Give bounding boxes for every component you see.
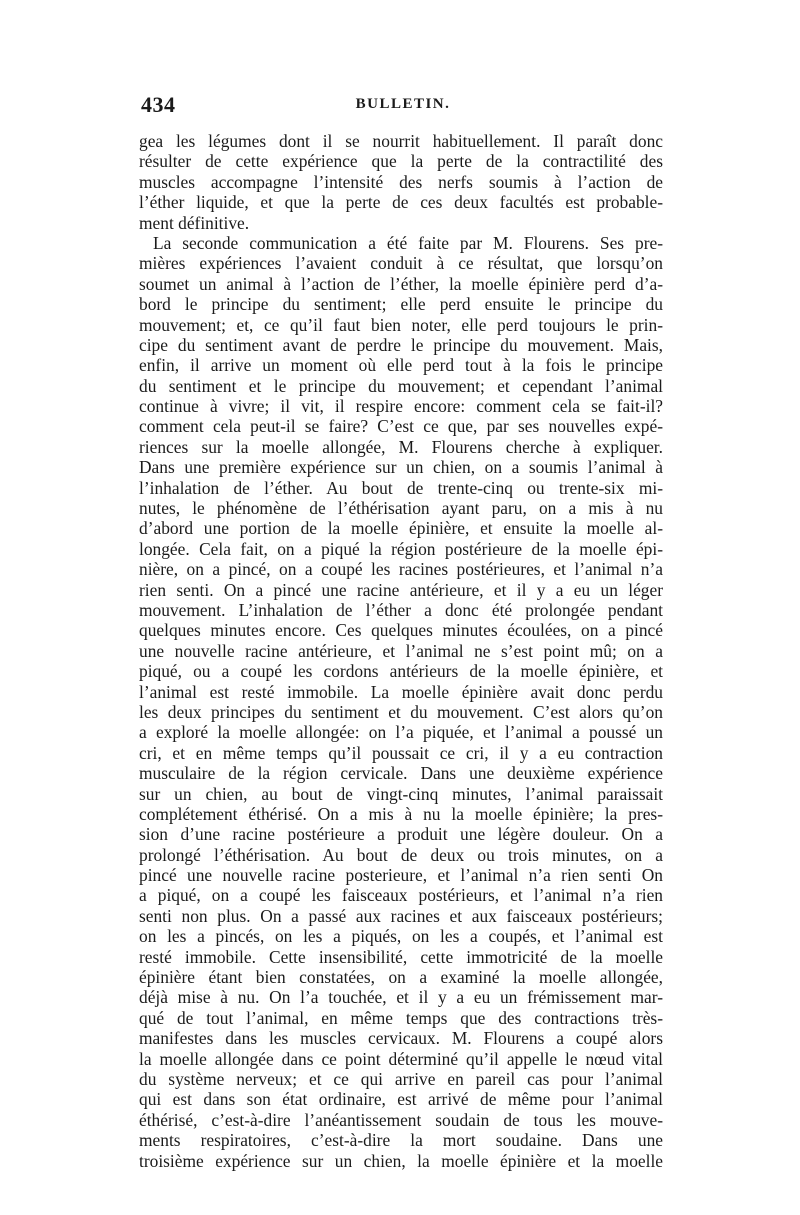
text-line: une nouvelle racine antérieure, et l’animal ne s’est point mû; on a <box>139 640 663 661</box>
text-line: piqué, ou a coupé les cordons antérieurs de la moelle épinière, et <box>139 661 663 682</box>
text-line: pincé une nouvelle racine posterieure, et l’animal n’a rien senti On <box>139 865 663 886</box>
text-line: bord le principe du sentiment; elle perd ensuite le principe du <box>139 294 663 315</box>
running-head: BULLETIN. <box>355 96 451 112</box>
text-line: l’inhalation de l’éther. Au bout de trente-cinq ou trente-six mi- <box>139 477 663 498</box>
text-line: qui est dans son état ordinaire, est arrivé de même pour l’animal <box>139 1089 663 1110</box>
text-line: résulter de cette expérience que la perte de la contractilité des <box>139 151 663 172</box>
text-line: ment définitive. <box>139 212 250 233</box>
text-line: la moelle allongée dans ce point déterminé qu’il appelle le nœud vital <box>139 1048 663 1069</box>
text-line: rien senti. On a pincé une racine antérieure, et il y a eu un léger <box>139 579 663 600</box>
text-line: Dans une première expérience sur un chien, on a soumis l’animal à <box>139 457 663 478</box>
page-number: 434 <box>141 92 176 117</box>
text-line: enfin, il arrive un moment où elle perd tout à la fois le principe <box>139 355 663 376</box>
text-line: qué de tout l’animal, en même temps que des contractions très- <box>139 1007 663 1028</box>
text-line: musculaire de la région cervicale. Dans une deuxième expérience <box>139 763 663 784</box>
text-line: quelques minutes encore. Ces quelques minutes écoulées, on a pincé <box>139 620 663 641</box>
text-line: mouvement. L’inhalation de l’éther a donc été prolongée pendant <box>139 599 663 620</box>
text-line: nière, on a pincé, on a coupé les racines postérieures, et l’animal n’a <box>139 559 663 580</box>
text-line: a piqué, on a coupé les faisceaux postérieurs, et l’animal n’a rien <box>139 885 663 906</box>
text-line: La seconde communication a été faite par M. Flourens. Ses pre- <box>153 232 663 253</box>
text-line: sion d’une racine postérieure a produit une légère douleur. On a <box>139 824 663 845</box>
text-line: l’animal est resté immobile. La moelle épinière avait donc perdu <box>139 681 663 702</box>
text-line: gea les légumes dont il se nourrit habituellement. Il paraît donc <box>139 131 663 151</box>
text-line: du sentiment et le principe du mouvement; et cependant l’animal <box>139 375 663 396</box>
text-line: éthérisé, c’est-à-dire l’anéantissement soudain de tous les mouve- <box>139 1109 663 1130</box>
text-line: cipe du sentiment avant de perdre le principe du mouvement. Mais, <box>139 334 663 355</box>
text-line: troisième expérience sur un chien, la moelle épinière et la moelle <box>139 1150 663 1171</box>
text-line: complétement éthérisé. On a mis à nu la moelle épinière; la pres- <box>139 803 663 824</box>
text-line: continue à vivre; il vit, il respire encore: comment cela se fait-il? <box>139 396 663 417</box>
text-line: sur un chien, au bout de vingt-cinq minutes, l’animal paraissait <box>139 783 663 804</box>
text-line: déjà mise à nu. On l’a touchée, et il y a eu un frémissement mar- <box>139 987 663 1008</box>
text-line: longée. Cela fait, on a piqué la région postérieure de la moelle épi- <box>139 538 663 559</box>
body-text <box>139 131 663 1171</box>
text-line: ments respiratoires, c’est-à-dire la mort soudaine. Dans une <box>139 1130 663 1151</box>
text-line: l’éther liquide, et que la perte de ces deux facultés est probable- <box>139 192 663 213</box>
text-line: les deux principes du sentiment et du mouvement. C’est alors qu’on <box>139 701 663 722</box>
page-header <box>141 92 665 122</box>
text-line: d’abord une portion de la moelle épinière, et ensuite la moelle al- <box>139 518 663 539</box>
text-line: mouvement; et, ce qu’il faut bien noter, elle perd toujours le prin- <box>139 314 663 335</box>
text-line: comment cela peut-il se faire? C’est ce que, par ses nouvelles expé- <box>139 416 663 437</box>
text-line: du système nerveux; et ce qui arrive en pareil cas pour l’animal <box>139 1068 663 1089</box>
text-line: a exploré la moelle allongée: on l’a piquée, et l’animal a poussé un <box>139 722 663 743</box>
text-line: on les a pincés, on les a piqués, on les a coupés, et l’animal est <box>139 926 663 947</box>
text-line: muscles accompagne l’intensité des nerfs soumis à l’action de <box>139 171 663 192</box>
text-line: resté immobile. Cette insensibilité, cette immotricité de la moelle <box>139 946 663 967</box>
text-line: senti non plus. On a passé aux racines et aux faisceaux postérieurs; <box>139 905 663 926</box>
text-line: soumet un animal à l’action de l’éther, la moelle épinière perd d’a- <box>139 273 663 294</box>
text-line: nutes, le phénomène de l’éthérisation ayant paru, on a mis à nu <box>139 498 663 519</box>
text-line: mières expériences l’avaient conduit à ce résultat, que lorsqu’on <box>139 253 663 274</box>
text-line: prolongé l’éthérisation. Au bout de deux ou trois minutes, on a <box>139 844 663 865</box>
text-line: manifestes dans les muscles cervicaux. M. Flourens a coupé alors <box>139 1028 663 1049</box>
text-line: cri, et en même temps qu’il poussait ce cri, il y a eu contraction <box>139 742 663 763</box>
text-line: épinière étant bien constatées, on a examiné la moelle allongée, <box>139 967 663 988</box>
text-line: riences sur la moelle allongée, M. Flourens cherche à expliquer. <box>139 436 663 457</box>
